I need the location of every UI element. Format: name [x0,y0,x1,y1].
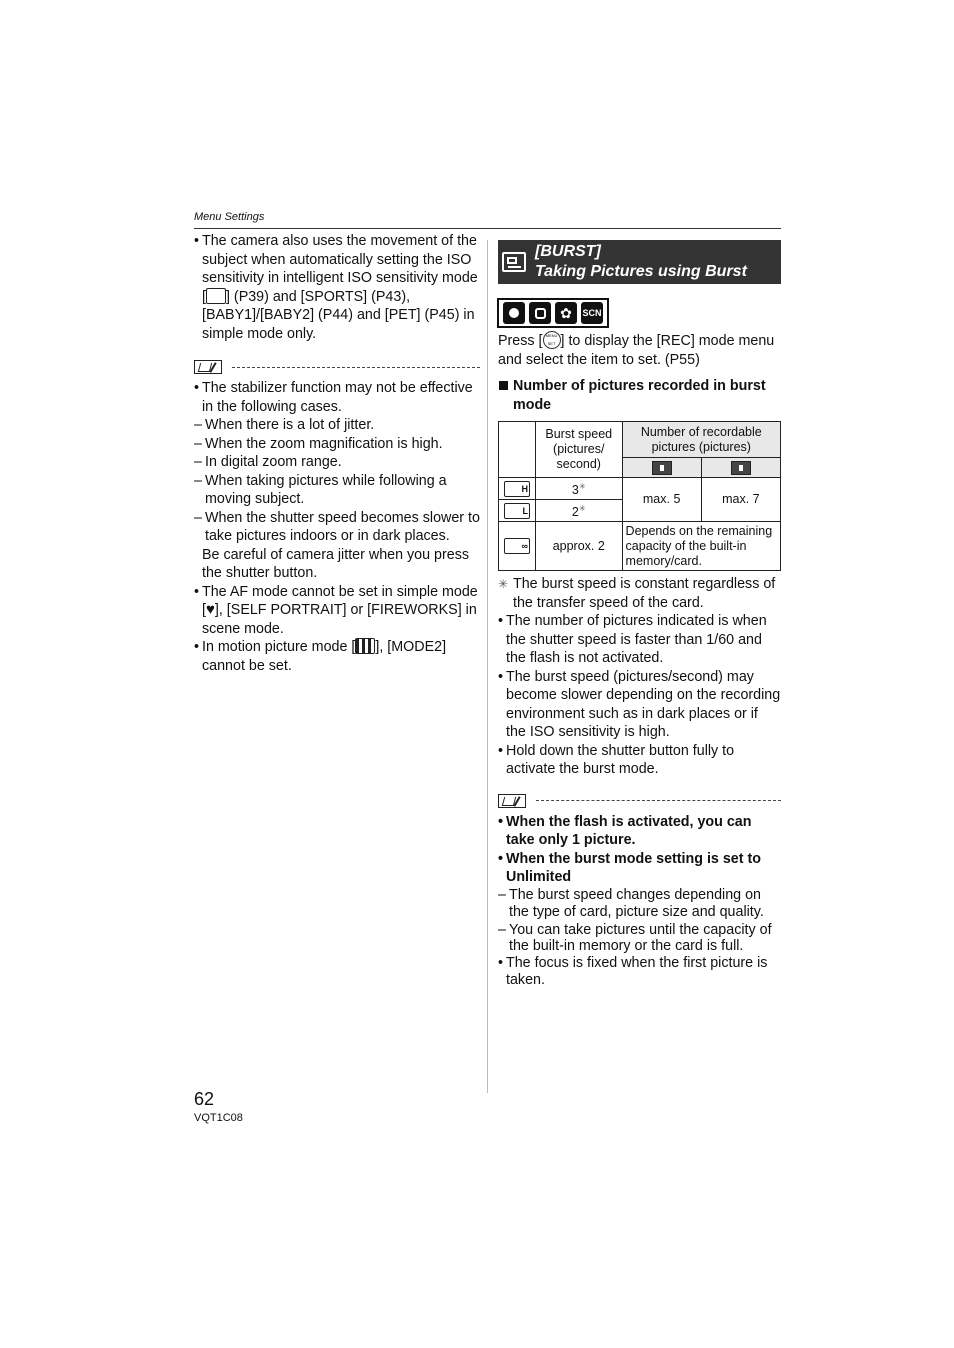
press-instruction: Press [ MENU SET ] to display the [REC] mode menu and select the item to set. (P55) [498,333,775,368]
menu-set-button-icon: MENU SET [543,331,561,349]
asterisk-mark: ✳ [578,504,586,514]
picture-size-large-icon [652,461,672,475]
burst-low-speed: 2✳ [535,500,622,522]
macro-icon: ✿ [555,302,577,324]
burst-high-icon: H [504,481,530,497]
scn-icon: SCN [581,302,603,324]
asterisk-mark: ✳ [578,482,586,491]
burst-title: [BURST] [535,243,601,260]
intelligent-auto-icon [529,302,551,324]
stabilizer-case: – When the zoom magnification is high. [194,435,480,454]
memo-divider [194,358,480,376]
page-number: 62 [194,1089,215,1109]
stabilizer-case: – When the shutter speed becomes slower to take pictures indoors or in dark places. [194,509,480,546]
burst-unlimited-icon: ∞ [504,538,530,554]
model-code: VQT1C08 [194,1112,243,1124]
intro-paragraph: • The camera also uses the movement of the subject when automatically setting the ISO sensitivity in intelligent ISO sensitivity mode [ ] (P39) and [SPORTS] (P43), [BABY1]/[BABY2] (P44) and [PET] (P45) in simple mode only. [194,232,480,343]
burst-subtitle: Taking Pictures using Burst [535,263,747,280]
burst-title-banner [498,240,781,284]
heart-icon: ♥ [205,601,215,618]
note-item: • Hold down the shutter button fully to activate the burst mode. [498,742,781,779]
footnote: ✳ The burst speed is constant regardless of the transfer speed of the card. [498,576,776,611]
applicable-modes [497,298,609,328]
burst-unlimited-capacity: Depends on the remaining capacity of the built-in memory/card. [622,522,780,571]
column-divider [487,240,488,1093]
burst-icon [502,252,526,272]
burst-table [498,421,781,571]
left-column [194,232,480,675]
memo-unlimited: • When the burst mode setting is set to Unlimited [498,850,781,887]
max-large: max. 5 [622,478,701,522]
table-heading: Number of pictures recorded in burst mode [498,377,781,414]
section-label: Menu Settings [194,211,265,223]
right-column [498,331,781,414]
stabilizer-note: • The stabilizer function may not be effective in the following cases. [194,379,480,416]
picture-size-small-icon [731,461,751,475]
burst-low-icon: L [504,503,530,519]
burst-high-speed: 3✳ [535,478,622,500]
note-item: • The number of pictures indicated is when the shutter speed is faster than 1/60 and the flash is not activated. [498,612,781,668]
asterisk-icon: ✳ [498,577,509,591]
square-bullet-icon [499,381,508,390]
stabilizer-case: – When there is a lot of jitter. [194,416,480,435]
header-recordable: Number of recordable pictures (pictures) [622,422,780,458]
header-burst-speed: Burst speed (pictures/ second) [535,422,622,478]
memo-unlimited-detail: – You can take pictures until the capacity of the built-in memory or the card is full. [498,922,781,955]
header-rule [194,228,781,229]
memo-icon [498,794,526,808]
memo-divider [498,792,781,810]
stabilizer-case: – When taking pictures while following a moving subject. [194,472,480,509]
motion-picture-note: • In motion picture mode [ ], [MODE2] cannot be set. [194,638,480,675]
camera-icon [503,302,525,324]
max-small: max. 7 [701,478,780,522]
memo-focus: • The focus is fixed when the first picture is taken. [498,955,781,989]
motion-picture-icon [355,638,375,654]
jitter-caution: Be careful of camera jitter when you press the shutter button. [202,546,469,581]
burst-unlimited-speed: approx. 2 [535,522,622,571]
right-notes [498,575,781,989]
memo-icon [194,360,222,374]
af-mode-note: • The AF mode cannot be set in simple mode [♥], [SELF PORTRAIT] or [FIREWORKS] in scene mode. [194,583,480,639]
memo-unlimited-detail: – The burst speed changes depending on the type of card, picture size and quality. [498,887,781,922]
note-item: • The burst speed (pictures/second) may become slower depending on the recording environment such as in dark places or if the ISO sensitivity is high. [498,668,781,742]
stabilizer-case: – In digital zoom range. [194,453,480,472]
intelligent-auto-icon [206,288,226,304]
memo-flash: • When the flash is activated, you can take only 1 picture. [498,813,781,850]
